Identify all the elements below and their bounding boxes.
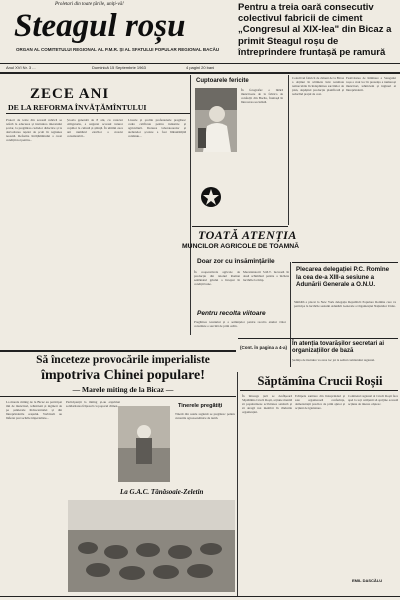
page-bottom-rule [0,596,400,597]
red-cross-body-col2: Echipele sanitare din întreprinderi și sate organizează conferințe, demonstrații practice de prim ajutor și acțiuni de igienizare. [295,394,345,411]
red-cross-rule [240,390,398,391]
sowing-body-col2: Mecanizatorii S.M.T. lucrează în două schimburi pentru a încheia lucrările la timp. [243,270,289,283]
campaign-subtitle: MUNCILOR AGRICOLE DE TOAMNĂ [182,243,300,250]
column-divider-4 [237,372,238,597]
cooperative-photo [118,406,170,482]
main-headline-rule-bottom [0,396,236,397]
top-headline: Pentru a treia oară consecutiv colectivul fabricii de ciment „Congresul al XIX-lea" din Bicaz a primit Steagul roșu de întreprindere fruntașă pe ramură [238,2,392,58]
reform-article-subtitle: DE LA REFORMA ÎNVĂȚĂMÎNTULUI [8,103,147,112]
secretaries-box-rule [238,338,398,339]
star-emblem-icon [200,186,222,208]
delegation-headline: Plecarea delegației P.C. Romîne la cea de-a XIII-a sesiune a Adunării Generale a O.N.U. [296,266,390,289]
reform-article-body-col3: Liceele și școlile profesionale pregătesc cadre calificate pentru industrie și agricultură. Dotarea laboratoarelor și atelierelor școlare a fost îmbunătățită continuu... [128,118,186,139]
main-headline-line1: Să înceteze provocările imperialiste [36,354,210,366]
column-divider-2 [288,75,289,225]
photo-box-title: Cuptoarele fericite [196,78,249,84]
masthead-subtitle: ORGAN AL COMITETULUI REGIONAL AL P.M.R. ȘI AL SFATULUI POPULAR REGIONAL BACĂU [16,47,220,52]
red-cross-body-col1: În întreaga țară se desfășoară Săptămîna Crucii Roșii, acțiune menită să popularizeze activitatea sanitară și să atragă noi membri în rîndurile organizației. [242,394,292,415]
red-cross-body-col3: Comitetul regional al Crucii Roșii face apel la toți cetățenii să sprijine această acțiune de interes obștesc. [348,394,398,407]
miting-body-col1: La marele miting de la Bicaz au participat mii de muncitori, tehnicieni și ingineri de pe șantierele hidrocentralei și din întreprinderile orașului. Vorbitorii au înfierat provocările imperialiste... [6,400,62,421]
author-signature: EMIL DASCĂLU [352,578,383,583]
column-divider-3 [290,262,291,367]
reform-title-underline [6,113,190,114]
secretaries-body: Ședința de instruire va avea loc joi la sediul comitetului regional. [292,358,375,362]
campaign-rule-top [192,226,288,227]
main-headline-line2: împotriva Chinei populare! [41,368,205,383]
campaign-item-sowing: Doar zor cu însămînțările [197,258,275,265]
continuation-note: (Cont. în pagina a 4-a) [240,345,288,350]
masthead-motto: Proletari din toate țările, uniți-vă! [55,2,124,7]
secretaries-headline: În atenția tovarășilor secretari ai organizațiilor de bază [292,341,385,355]
issue-line-date: Duminică 15 Septembrie 1963 [92,65,146,70]
reform-article-body-col2: Școala generală de 8 ani, cu caracter obligatoriu, a asigurat accesul tuturor copiilor la cultură și știință. În ultimii zece ani numărul elevilor a crescut considerabil... [67,118,123,139]
sowing-body-col1: În cooperativele agricole de producție din raionul Roman semănatul griului a început în condiții bune. [194,270,240,287]
delegation-body: Sîmbătă a plecat la New York delegația Republicii Populare Romîne care va participa la lucrările sesiunii Adunării Generale a Organizației Națiunilor Unite. [294,300,396,309]
red-cross-week-title: Săptămîna Crucii Roșii [257,374,383,388]
masthead-rule-bottom [0,72,400,74]
issue-line-price: 4 pagini 20 bani [186,65,215,70]
masthead-rule-top [0,63,400,64]
masthead-title: Steagul roșu [14,8,186,44]
reform-article-body-col1: Proiect de texte din această rubrică se referă la educarea și instruirea tineretului școlar, la pregătirea cadrelor didactice și la dezvoltarea rețelei de școli în regiunea noastră. Reforma învățămîntului a creat condiții noi pentru... [6,118,62,143]
column-divider-1 [190,75,191,335]
youth-prepared-title: Tinerele pregătiți [178,403,223,409]
issue-line-left: Anul XVI Nr. 3 ... [6,65,36,70]
gac-photo-caption-title: La G.A.C. Tănăsoaie-Zeletin [120,488,204,496]
photo-box-text: În fotografie: o tînără muncitoare de la fabrica de confecții din Bacău, fruntașă în întrecerea socialistă. [241,88,283,105]
campaign-item-harvest: Pentru recolta viitoare [197,310,266,317]
campaign-title: TOATĂ ATENȚIA [198,228,297,242]
main-headline-rule-top [0,350,236,352]
miting-body-col2: Participanții la miting și-au exprimat solidaritatea frățească cu poporul chinez. [66,400,120,409]
youth-prepared-body: Tinerii din satele regiunii se pregătesc pentru cursurile agrozootehnice de iarnă. [175,412,235,421]
top-article-body-col2: Festivitatea de înmînare a Steagului roșu a avut loc în prezența a numeroși muncitori, tehnicieni și ingineri ai întreprinderii. [346,76,396,93]
top-article-body-col1: Colectivul fabricii de ciment de la Bicaz a obținut în ultimele luni rezultate remarcabile în îndeplinirea sarcinilor de plan, depășind producția planificată și reducînd prețul de cost. [292,76,344,97]
delegation-box-rule [292,262,398,263]
worker-photo [195,88,237,152]
reform-article-title: ZECE ANI [30,86,110,102]
harvest-body: Pregătirea terenului și a semințelor pentru recolta anului viitor constituie o sarcină de prim ordin. [194,320,286,329]
main-headline-line3: — Marele miting de la Bicaz — [72,385,174,394]
field-photo [68,500,235,592]
